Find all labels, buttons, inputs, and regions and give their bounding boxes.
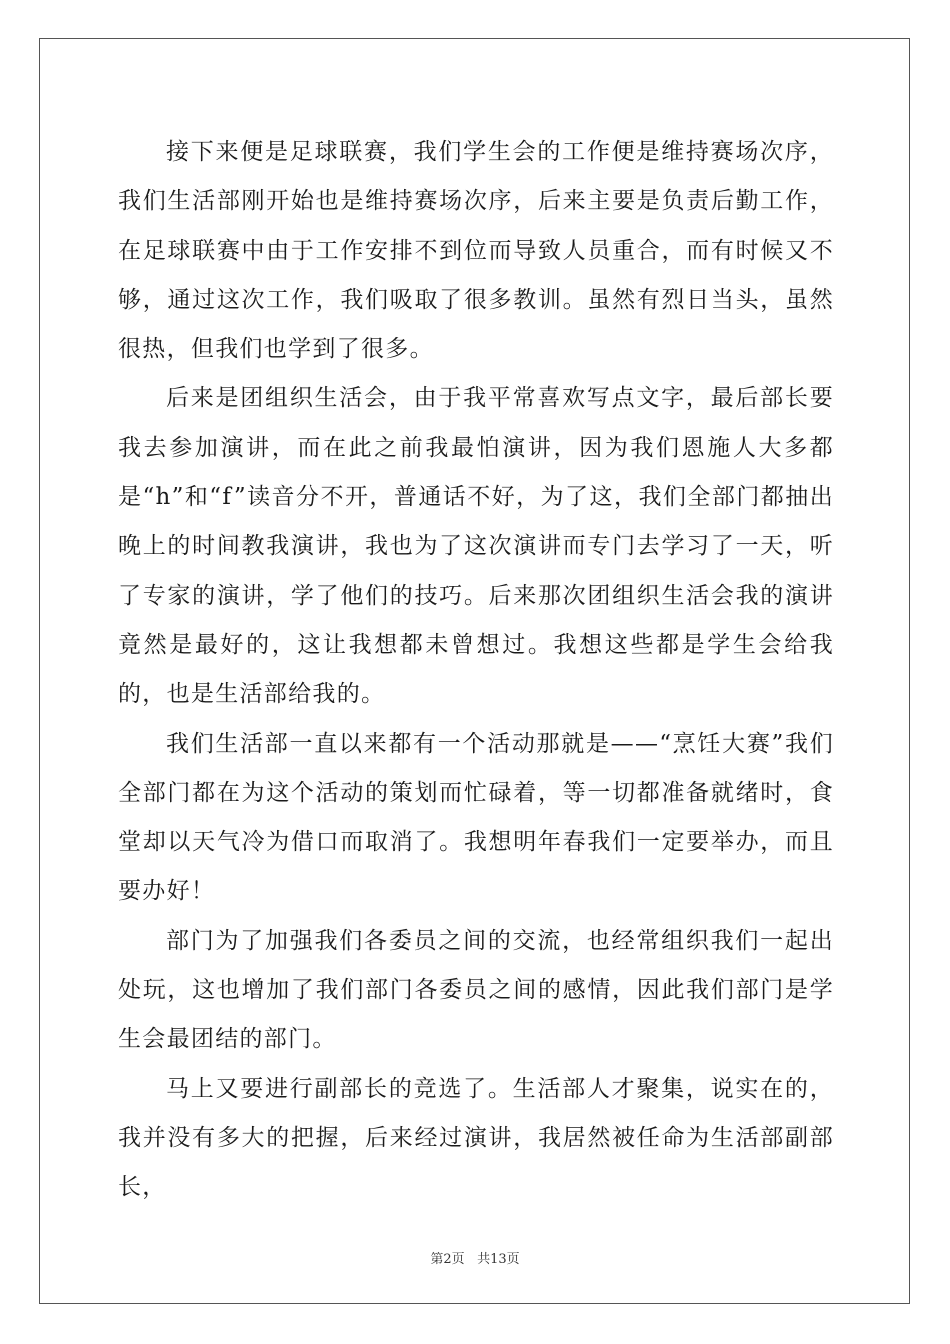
page-number: 第2页 (430, 1252, 465, 1267)
page-total: 共13页 (477, 1252, 520, 1267)
paragraph-department-outings: 部门为了加强我们各委员之间的交流，也经常组织我们一起出处玩，这也增加了我们部门各委员之间的感情，因此我们部门是学生会最团结的部门。 (118, 927, 834, 1053)
page-footer (0, 1248, 950, 1267)
paragraph-vice-minister-election: 马上又要进行副部长的竞选了。生活部人才聚集，说实在的，我并没有多大的把握，后来经过演讲，我居然被任命为生活部副部长， (118, 1075, 834, 1201)
document-body (118, 128, 834, 1213)
paragraph-cooking-contest: 我们生活部一直以来都有一个活动那就是——“烹饪大赛”我们全部门都在为这个活动的策划而忙碌着，等一切都准备就绪时，食堂却以天气冷为借口而取消了。我想明年春我们一定要举办，而且要办好！ (118, 730, 834, 905)
paragraph-speech: 后来是团组织生活会，由于我平常喜欢写点文字，最后部长要我去参加演讲，而在此之前我最怕演讲，因为我们恩施人大多都是“h”和“f”读音分不开，普通话不好，为了这，我们全部门都抽出晚上的时间教我演讲，我也为了这次演讲而专门去学习了一天，听了专家的演讲，学了他们的技巧。后来那次团组织生活会我的演讲竟然是最好的，这让我想都未曾想过。我想这些都是学生会给我的，也是生活部给我的。 (118, 385, 834, 708)
paragraph-football-league: 接下来便是足球联赛，我们学生会的工作便是维持赛场次序，我们生活部刚开始也是维持赛场次序，后来主要是负责后勤工作，在足球联赛中由于工作安排不到位而导致人员重合，而有时候又不够，通过这次工作，我们吸取了很多教训。虽然有烈日当头，虽然很热，但我们也学到了很多。 (118, 139, 834, 363)
